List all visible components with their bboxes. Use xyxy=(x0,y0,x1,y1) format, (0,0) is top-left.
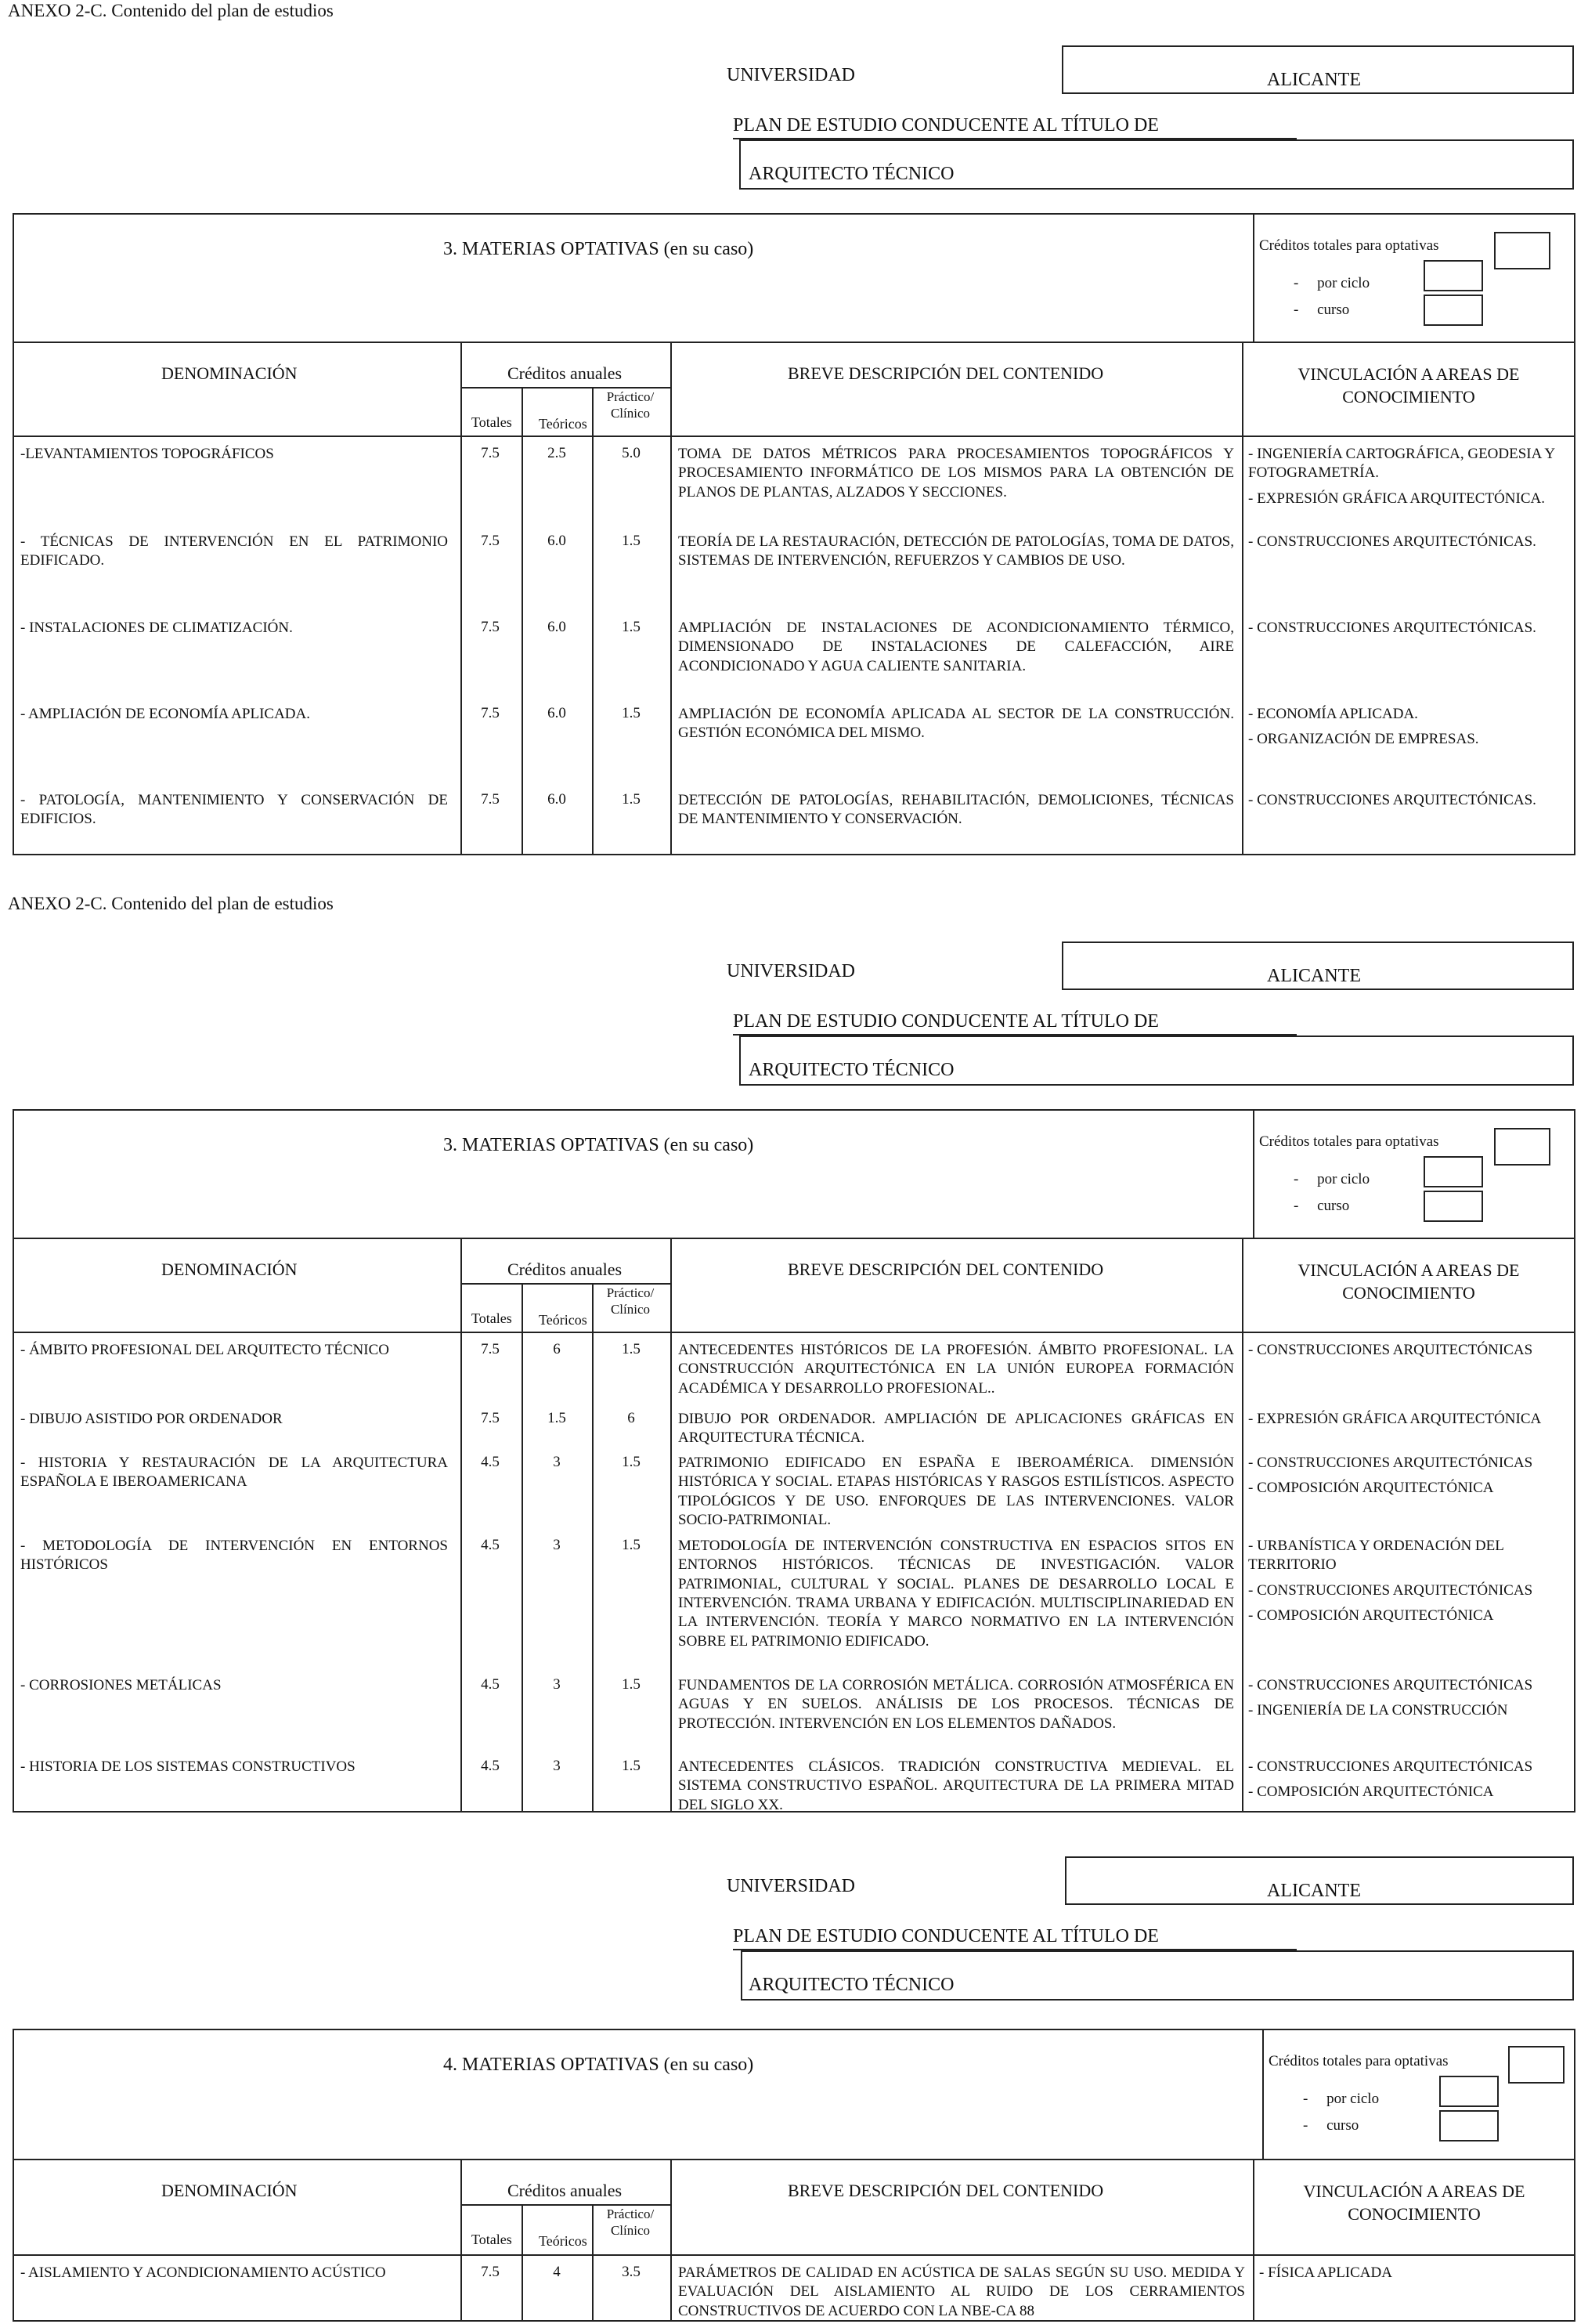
column-divider xyxy=(592,2204,594,2322)
credits-theory-value: 6.0 xyxy=(547,705,566,721)
credits-theory-value: 6.0 xyxy=(547,619,566,635)
table-title: 3. MATERIAS OPTATIVAS (en su caso) xyxy=(443,1135,754,1155)
knowledge-areas xyxy=(1248,445,1571,515)
subject-name: - HISTORIA DE LOS SISTEMAS CONSTRUCTIVOS xyxy=(20,1758,355,1775)
col-vinculacion: VINCULACIÓN A AREAS DE CONOCIMIENTO xyxy=(1297,364,1520,407)
knowledge-areas xyxy=(1248,619,1571,644)
credits-practice-value: 1.5 xyxy=(622,1341,641,1357)
subject-name: - AISLAMIENTO Y ACONDICIONAMIENTO ACÚSTICO xyxy=(20,2264,386,2281)
credits-total-value: 7.5 xyxy=(481,2264,500,2280)
knowledge-area: - INGENIERÍA DE LA CONSTRUCCIÓN xyxy=(1248,1702,1508,1719)
per-course-label: - curso xyxy=(1303,2117,1359,2134)
col-descripcion: BREVE DESCRIPCIÓN DEL CONTENIDO xyxy=(788,1260,1104,1279)
credits-total-value: 4.5 xyxy=(481,1676,500,1693)
column-divider xyxy=(1242,1238,1243,1813)
credits-total-box xyxy=(1494,232,1550,269)
subject-name: - DIBUJO ASISTIDO POR ORDENADOR xyxy=(20,1411,283,1427)
university-value: ALICANTE xyxy=(1267,966,1361,986)
knowledge-areas xyxy=(1248,533,1571,558)
subject-name: - TÉCNICAS DE INTERVENCIÓN EN EL PATRIMONIO EDIFICADO. xyxy=(20,533,448,569)
col-denominacion: DENOMINACIÓN xyxy=(161,2181,298,2200)
credits-practice-value: 1.5 xyxy=(622,791,641,808)
plan-label: PLAN DE ESTUDIO CONDUCENTE AL TÍTULO DE xyxy=(733,1011,1159,1032)
credits-theory-value: 4 xyxy=(553,2264,561,2280)
knowledge-areas xyxy=(1248,1537,1571,1632)
subject-name: -LEVANTAMIENTOS TOPOGRÁFICOS xyxy=(20,446,274,462)
column-divider xyxy=(522,2204,523,2322)
knowledge-area: - URBANÍSTICA Y ORDENACIÓN DEL TERRITORIO xyxy=(1248,1538,1504,1574)
col-denominacion: DENOMINACIÓN xyxy=(161,1260,298,1279)
credits-theory-value: 6.0 xyxy=(547,791,566,808)
per-cycle-label: - por ciclo xyxy=(1303,2091,1380,2107)
per-cycle-label: - por ciclo xyxy=(1294,275,1370,291)
col-vinculacion: VINCULACIÓN A AREAS DE CONOCIMIENTO xyxy=(1297,1260,1520,1303)
knowledge-area: - CONSTRUCCIONES ARQUITECTÓNICAS xyxy=(1248,1342,1533,1358)
credits-theory-value: 1.5 xyxy=(547,1410,566,1426)
knowledge-area: - EXPRESIÓN GRÁFICA ARQUITECTÓNICA. xyxy=(1248,490,1545,507)
knowledge-area: - CONSTRUCCIONES ARQUITECTÓNICAS xyxy=(1248,1581,1533,1599)
knowledge-area: - EXPRESIÓN GRÁFICA ARQUITECTÓNICA xyxy=(1248,1411,1542,1427)
content-description: PARÁMETROS DE CALIDAD EN ACÚSTICA DE SALAS SEGÚN SU USO. MEDIDA Y EVALUACIÓN DEL AISLAMIENTO AL RUIDO DE LOS CERRAMIENTOS CONSTRUCTIVOS DE ACUERDO CON LA NBE-CA 88 xyxy=(678,2264,1245,2319)
col-practico: Práctico/ Clínico xyxy=(606,2207,655,2239)
credits-total-value: 4.5 xyxy=(481,1537,500,1553)
col-practico: Práctico/ Clínico xyxy=(606,1285,655,1317)
subject-name: - CORROSIONES METÁLICAS xyxy=(20,1677,222,1693)
university-label: UNIVERSIDAD xyxy=(727,65,855,85)
knowledge-area: - COMPOSICIÓN ARQUITECTÓNICA xyxy=(1248,1607,1494,1624)
credits-total-value: 7.5 xyxy=(481,791,500,808)
header-bottom-line xyxy=(13,2254,1575,2256)
knowledge-area: - ECONOMÍA APLICADA. xyxy=(1248,706,1418,722)
plan-label: PLAN DE ESTUDIO CONDUCENTE AL TÍTULO DE xyxy=(733,1926,1159,1946)
per-course-box xyxy=(1424,1191,1483,1222)
knowledge-areas xyxy=(1248,791,1571,816)
col-creditos: Créditos anuales xyxy=(507,2181,623,2200)
credits-label: Créditos totales para optativas xyxy=(1259,237,1439,254)
credits-total-value: 7.5 xyxy=(481,533,500,549)
content-description: ANTECEDENTES HISTÓRICOS DE LA PROFESIÓN. ÁMBITO PROFESIONAL. LA CONSTRUCCIÓN ARQUITECTÓNICA EN LA UNIÓN EUROPEA FORMACIÓN ACADÉMICA Y DESARROLLO PROFESIONAL.. xyxy=(678,1342,1234,1397)
knowledge-area: - CONSTRUCCIONES ARQUITECTÓNICAS. xyxy=(1248,620,1536,636)
column-divider xyxy=(670,342,672,855)
subject-name: - HISTORIA Y RESTAURACIÓN DE LA ARQUITECTURA ESPAÑOLA E IBEROAMERICANA xyxy=(20,1455,448,1491)
credits-total-value: 4.5 xyxy=(481,1454,500,1470)
knowledge-area: - COMPOSICIÓN ARQUITECTÓNICA xyxy=(1248,1784,1494,1801)
col-creditos: Créditos anuales xyxy=(507,1260,623,1279)
per-cycle-box xyxy=(1424,260,1483,291)
per-cycle-box xyxy=(1439,2076,1499,2107)
col-denominacion: DENOMINACIÓN xyxy=(161,363,298,383)
column-divider xyxy=(592,1283,594,1813)
credits-theory-value: 3 xyxy=(553,1454,561,1470)
table-title: 3. MATERIAS OPTATIVAS (en su caso) xyxy=(443,239,754,259)
column-divider xyxy=(670,1238,672,1813)
credits-practice-value: 1.5 xyxy=(622,619,641,635)
knowledge-area: - CONSTRUCCIONES ARQUITECTÓNICAS xyxy=(1248,1677,1533,1693)
col-creditos: Créditos anuales xyxy=(507,363,623,383)
plan-value: ARQUITECTO TÉCNICO xyxy=(749,1060,955,1080)
subject-name: - AMPLIACIÓN DE ECONOMÍA APLICADA. xyxy=(20,706,310,722)
credits-divider xyxy=(1253,213,1254,342)
header-top-line xyxy=(13,2159,1575,2160)
credits-practice-value: 5.0 xyxy=(622,445,641,461)
content-description: TEORÍA DE LA RESTAURACIÓN, DETECCIÓN DE PATOLOGÍAS, TOMA DE DATOS, SISTEMAS DE INTERVENCIÓN, REFUERZOS Y CAMBIOS DE USO. xyxy=(678,533,1234,569)
content-description: TOMA DE DATOS MÉTRICOS PARA PROCESAMIENTOS TOPOGRÁFICOS Y PROCESAMIENTO INFORMÁTICO DE LOS MISMOS PARA LA OBTENCIÓN DE PLANOS DE PLANTAS, ALZADOS Y SECCIONES. xyxy=(678,446,1234,501)
content-description: DIBUJO POR ORDENADOR. AMPLIACIÓN DE APLICACIONES GRÁFICAS EN ARQUITECTURA TÉCNICA. xyxy=(678,1411,1234,1447)
plan-label: PLAN DE ESTUDIO CONDUCENTE AL TÍTULO DE xyxy=(733,115,1159,136)
credits-total-value: 7.5 xyxy=(481,705,500,721)
credits-practice-value: 1.5 xyxy=(622,533,641,549)
col-totales: Totales xyxy=(471,2232,512,2247)
column-divider xyxy=(522,387,523,855)
content-description: ANTECEDENTES CLÁSICOS. TRADICIÓN CONSTRUCTIVA MEDIEVAL. EL SISTEMA CONSTRUCTIVO ESPAÑOL. ARQUITECTURA DE LA PRIMERA MITAD DEL SIGLO XX. xyxy=(678,1758,1234,1813)
annex-heading: ANEXO 2-C. Contenido del plan de estudios xyxy=(8,1,334,20)
header-bottom-line xyxy=(13,436,1575,437)
credits-label: Créditos totales para optativas xyxy=(1269,2053,1449,2069)
content-description: AMPLIACIÓN DE ECONOMÍA APLICADA AL SECTOR DE LA CONSTRUCCIÓN. GESTIÓN ECONÓMICA DEL MISMO. xyxy=(678,706,1234,742)
table-title: 4. MATERIAS OPTATIVAS (en su caso) xyxy=(443,2055,754,2075)
knowledge-areas xyxy=(1248,1758,1571,1809)
per-course-label: - curso xyxy=(1294,1198,1350,1214)
knowledge-areas xyxy=(1248,1454,1571,1505)
knowledge-area: - ORGANIZACIÓN DE EMPRESAS. xyxy=(1248,731,1479,748)
credits-practice-value: 1.5 xyxy=(622,1454,641,1470)
university-label: UNIVERSIDAD xyxy=(727,1876,855,1896)
credits-theory-value: 3 xyxy=(553,1758,561,1774)
credits-practice-value: 3.5 xyxy=(622,2264,641,2280)
knowledge-area: - FÍSICA APLICADA xyxy=(1259,2264,1392,2281)
per-course-label: - curso xyxy=(1294,302,1350,318)
credits-divider xyxy=(1262,2029,1264,2159)
credits-total-value: 7.5 xyxy=(481,619,500,635)
header-bottom-line xyxy=(13,1332,1575,1333)
credits-theory-value: 2.5 xyxy=(547,445,566,461)
knowledge-area: - CONSTRUCCIONES ARQUITECTÓNICAS xyxy=(1248,1758,1533,1775)
col-teoricos: Teóricos xyxy=(539,1312,587,1328)
knowledge-areas xyxy=(1248,1676,1571,1727)
annex-heading: ANEXO 2-C. Contenido del plan de estudios xyxy=(8,894,334,913)
subject-name: - INSTALACIONES DE CLIMATIZACIÓN. xyxy=(20,620,293,636)
content-description: AMPLIACIÓN DE INSTALACIONES DE ACONDICIONAMIENTO TÉRMICO, DIMENSIONADO DE INSTALACIONES DE CALEFACCIÓN, AIRE ACONDICIONADO Y AGUA CALIENTE SANITARIA. xyxy=(678,620,1234,674)
per-cycle-label: - por ciclo xyxy=(1294,1171,1370,1187)
plan-value: ARQUITECTO TÉCNICO xyxy=(749,164,955,184)
col-totales: Totales xyxy=(471,1310,512,1326)
col-descripcion: BREVE DESCRIPCIÓN DEL CONTENIDO xyxy=(788,363,1104,383)
per-course-box xyxy=(1439,2110,1499,2141)
credits-theory-value: 6 xyxy=(553,1341,561,1357)
header-top-line xyxy=(13,342,1575,343)
knowledge-area: - CONSTRUCCIONES ARQUITECTÓNICAS. xyxy=(1248,792,1536,808)
content-description: PATRIMONIO EDIFICADO EN ESPAÑA E IBEROAMÉRICA. DIMENSIÓN HISTÓRICA Y SOCIAL. ETAPAS HISTÓRICAS Y RASGOS ESTILÍSTICOS. ASPECTO TIPOLÓGICOS Y DE USO. ENFORQUES DE LAS INTERVENCIONES. VALOR SOCIO-PATRIMONIAL. xyxy=(678,1455,1234,1528)
knowledge-area: - CONSTRUCCIONES ARQUITECTÓNICAS xyxy=(1248,1455,1533,1471)
subject-name: - METODOLOGÍA DE INTERVENCIÓN EN ENTORNOS HISTÓRICOS xyxy=(20,1538,448,1574)
credits-total-value: 7.5 xyxy=(481,445,500,461)
column-divider xyxy=(460,342,462,855)
content-description: DETECCIÓN DE PATOLOGÍAS, REHABILITACIÓN, DEMOLICIONES, TÉCNICAS DE MANTENIMIENTO Y CONSERVACIÓN. xyxy=(678,792,1234,828)
col-teoricos: Teóricos xyxy=(539,416,587,432)
column-divider xyxy=(1253,2159,1254,2322)
credits-practice-value: 6 xyxy=(627,1410,635,1426)
column-divider xyxy=(592,387,594,855)
credits-label: Créditos totales para optativas xyxy=(1259,1133,1439,1150)
header-top-line xyxy=(13,1238,1575,1239)
column-divider xyxy=(670,2159,672,2322)
credits-total-value: 7.5 xyxy=(481,1341,500,1357)
content-description: METODOLOGÍA DE INTERVENCIÓN CONSTRUCTIVA EN ESPACIOS SITOS EN ENTORNOS HISTÓRICOS. TÉCNICAS DE INVESTIGACIÓN. VALOR PATRIMONIAL, CULTURAL Y SOCIAL. PLANES DE DESARROLLO LOCAL E INTERVENCIÓN. TRAMA URBANA Y EDIFICACIÓN. MULTISCIPLINARIEDAD EN LA INTERVENCIÓN. TEORÍA Y MARCO NORMATIVO EN LA INTERVENCIÓN SOBRE EL PATRIMONIO EDIFICADO. xyxy=(678,1538,1234,1650)
knowledge-areas xyxy=(1248,1341,1571,1366)
knowledge-areas xyxy=(1248,705,1571,756)
col-practico: Práctico/ Clínico xyxy=(606,389,655,421)
per-cycle-box xyxy=(1424,1156,1483,1187)
credits-practice-value: 1.5 xyxy=(622,1537,641,1553)
credits-practice-value: 1.5 xyxy=(622,705,641,721)
credits-theory-value: 3 xyxy=(553,1537,561,1553)
column-divider xyxy=(460,1238,462,1813)
university-value: ALICANTE xyxy=(1267,1881,1361,1901)
credits-theory-value: 6.0 xyxy=(547,533,566,549)
column-divider xyxy=(460,2159,462,2322)
credits-total-value: 7.5 xyxy=(481,1410,500,1426)
credits-divider xyxy=(1253,1109,1254,1238)
column-divider xyxy=(522,1283,523,1813)
col-vinculacion: VINCULACIÓN A AREAS DE CONOCIMIENTO xyxy=(1303,2181,1525,2224)
credits-practice-value: 1.5 xyxy=(622,1676,641,1693)
university-label: UNIVERSIDAD xyxy=(727,961,855,981)
plan-value: ARQUITECTO TÉCNICO xyxy=(749,1975,955,1995)
credits-theory-value: 3 xyxy=(553,1676,561,1693)
credits-practice-value: 1.5 xyxy=(622,1758,641,1774)
credits-total-box xyxy=(1508,2046,1565,2084)
col-descripcion: BREVE DESCRIPCIÓN DEL CONTENIDO xyxy=(788,2181,1104,2200)
col-totales: Totales xyxy=(471,414,512,430)
column-divider xyxy=(1242,342,1243,855)
subject-name: - PATOLOGÍA, MANTENIMIENTO Y CONSERVACIÓN DE EDIFICIOS. xyxy=(20,792,448,828)
credits-total-value: 4.5 xyxy=(481,1758,500,1774)
knowledge-area: - COMPOSICIÓN ARQUITECTÓNICA xyxy=(1248,1480,1494,1497)
subject-name: - ÁMBITO PROFESIONAL DEL ARQUITECTO TÉCNICO xyxy=(20,1342,389,1358)
credits-total-box xyxy=(1494,1128,1550,1166)
knowledge-areas xyxy=(1259,2264,1571,2289)
knowledge-areas xyxy=(1248,1410,1571,1435)
university-value: ALICANTE xyxy=(1267,70,1361,90)
knowledge-area: - CONSTRUCCIONES ARQUITECTÓNICAS. xyxy=(1248,533,1536,550)
per-course-box xyxy=(1424,295,1483,326)
col-teoricos: Teóricos xyxy=(539,2233,587,2249)
content-description: FUNDAMENTOS DE LA CORROSIÓN METÁLICA. CORROSIÓN ATMOSFÉRICA EN AGUAS Y EN SUELOS. ANÁLISIS DE LOS PROCESOS. TÉCNICAS DE PROTECCIÓN. INTERVENCIÓN EN LOS ELEMENTOS DAÑADOS. xyxy=(678,1677,1234,1732)
knowledge-area: - INGENIERÍA CARTOGRÁFICA, GEODESIA Y FOTOGRAMETRÍA. xyxy=(1248,446,1555,482)
